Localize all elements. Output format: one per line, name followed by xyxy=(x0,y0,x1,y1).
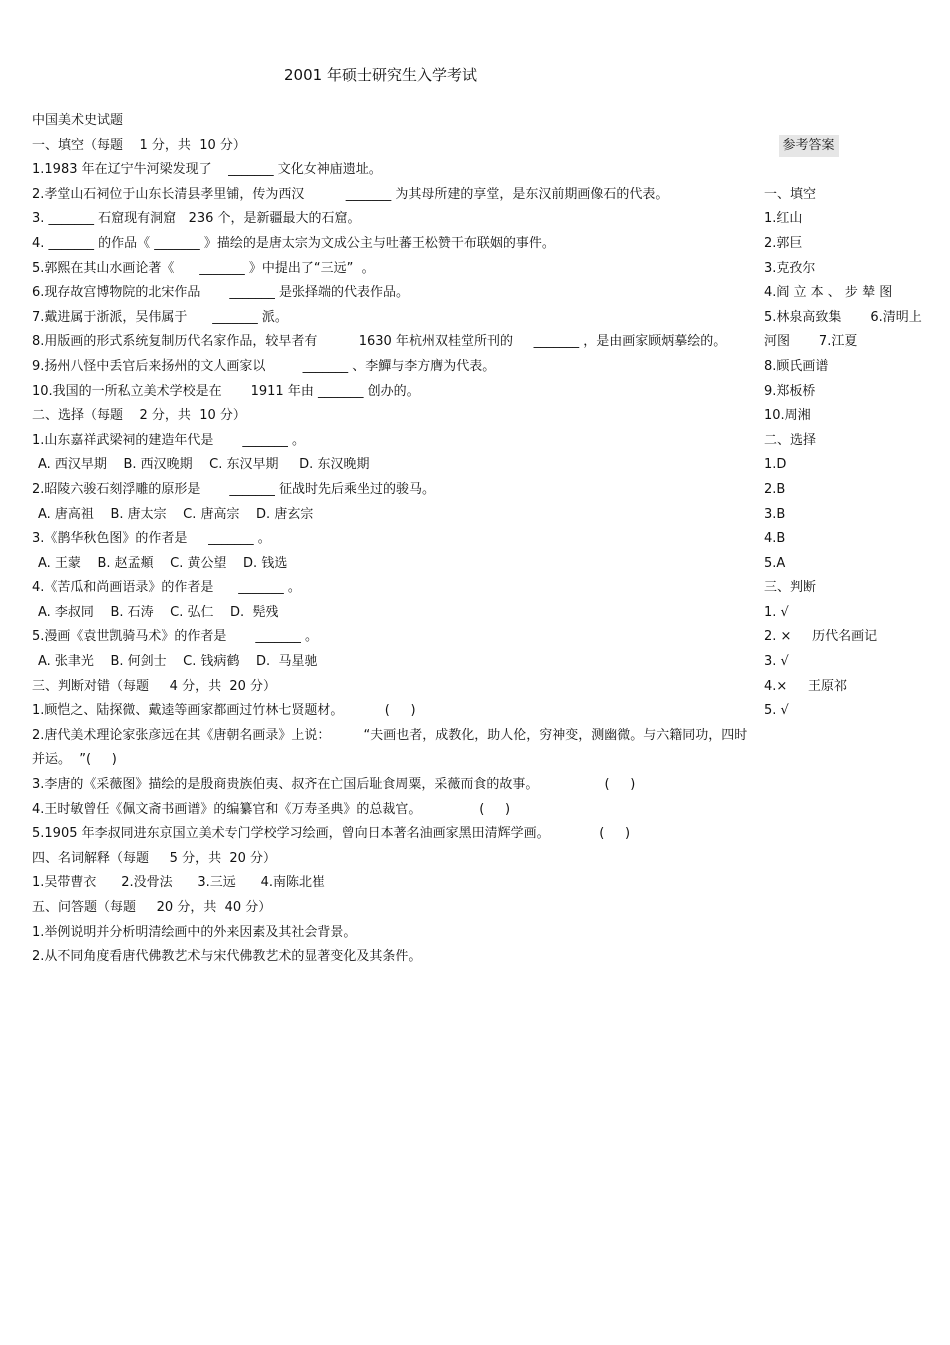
question-line: 5.郭熙在其山水画论著《 _______ 》中提出了“三远” 。 xyxy=(32,260,375,276)
answer-line: 3.克孜尔 xyxy=(764,260,816,276)
question-line: 7.戴进属于浙派，吴伟属于 _______ 派。 xyxy=(32,309,288,325)
question-line: 5.漫画《袁世凯骑马术》的作者是 _______ 。 xyxy=(32,629,318,645)
answer-line: 8.顾氏画谱 xyxy=(764,358,829,374)
answers-header xyxy=(764,109,924,183)
question-line: 三、判断对错（每题 4 分，共 20 分） xyxy=(32,678,277,694)
answer-line: 三、判断 xyxy=(764,580,817,596)
answer-line: 1.D xyxy=(764,457,787,473)
question-line: 8.用版画的形式系统复制历代名家作品，较早者有 1630 年杭州双桂堂所刊的 _______ ，是由画家顾炳摹绘的。 xyxy=(32,334,727,350)
answer-line: 5.林泉高致集 6.清明上河图 7.江夏 xyxy=(764,309,922,350)
question-line: 2.唐代美术理论家张彦远在其《唐朝名画录》上说： “夫画也者，成教化，助人伦，穷神变，测幽微。与六籍同功，四时并运。 ”( ) xyxy=(32,727,748,768)
question-line: 5.1905 年李叔同进东京国立美术专门学校学习绘画，曾向日本著名油画家黑田清辉学画。 ( ) xyxy=(32,826,631,842)
question-line: 6.现存故宫博物院的北宋作品 _______ 是张择端的代表作品。 xyxy=(32,285,409,301)
answer-line: 4.× 王原祁 xyxy=(764,678,847,694)
question-line: 二、选择（每题 2 分，共 10 分） xyxy=(32,408,246,424)
question-line: 一、填空（每题 1 分，共 10 分） xyxy=(32,137,246,153)
answer-line: 2.B xyxy=(764,481,786,497)
question-line: 五、问答题（每题 20 分，共 40 分） xyxy=(32,900,272,915)
answer-line: 9.郑板桥 xyxy=(764,383,816,399)
question-line: A. 张聿光 B. 何剑士 C. 钱病鹤 D. 马星驰 xyxy=(38,654,318,670)
question-line: 1.顾恺之、陆探微、戴逵等画家都画过竹林七贤题材。 ( ) xyxy=(32,703,416,719)
answer-line: 3.B xyxy=(764,506,786,522)
question-line: 4. _______ 的作品《 _______ 》描绘的是唐太宗为文成公主与吐蕃王松赞干布联姻的事件。 xyxy=(32,235,555,251)
answer-list xyxy=(764,183,924,724)
answer-line: 二、选择 xyxy=(764,432,817,448)
question-line: 3.《鹊华秋色图》的作者是 _______ 。 xyxy=(32,531,271,547)
question-line: 2.从不同角度看唐代佛教艺术与宋代佛教艺术的显著变化及其条件。 xyxy=(32,949,422,965)
question-line: 4.王时敏曾任《佩文斋书画谱》的编纂官和《万寿圣典》的总裁官。 ( ) xyxy=(32,801,511,817)
question-line: A. 西汉早期 B. 西汉晚期 C. 东汉早期 D. 东汉晚期 xyxy=(38,457,370,473)
question-column xyxy=(32,109,752,970)
question-line: A. 王蒙 B. 赵孟頫 C. 黄公望 D. 钱选 xyxy=(38,555,288,571)
question-line: A. 唐高祖 B. 唐太宗 C. 唐高宗 D. 唐玄宗 xyxy=(38,506,314,522)
question-line: 4.《苦瓜和尚画语录》的作者是 _______ 。 xyxy=(32,580,301,596)
answer-line: 2. × 历代名画记 xyxy=(764,629,878,645)
answer-line: 1.红山 xyxy=(764,211,803,227)
question-line: 1.举例说明并分析明清绘画中的外来因素及其社会背景。 xyxy=(32,924,357,940)
subject-heading: 中国美术史试题 xyxy=(32,113,124,128)
answer-line: 5.A xyxy=(764,555,786,571)
answer-line: 4.B xyxy=(764,531,786,547)
question-line: 9.扬州八怪中丢官后来扬州的文人画家以 _______ 、李鱓与李方膺为代表。 xyxy=(32,358,496,374)
page-title: 2001 年硕士研究生入学考试 xyxy=(284,66,477,84)
question-line: 3. _______ 石窟现有洞窟 236 个，是新疆最大的石窟。 xyxy=(32,211,361,227)
question-line: 1.吴带曹衣 2.没骨法 3.三远 4.南陈北崔 xyxy=(32,875,325,891)
answer-line: 一、填空 xyxy=(764,186,817,202)
answer-line: 10.周湘 xyxy=(764,408,811,424)
question-line: 10.我国的一所私立美术学校是在 1911 年由 _______ 创办的。 xyxy=(32,383,420,399)
question-line: 四、名词解释（每题 5 分，共 20 分） xyxy=(32,850,277,866)
answer-line: 2.郭巨 xyxy=(764,235,803,251)
question-line: 1.1983 年在辽宁牛河梁发现了 _______ 文化女神庙遗址。 xyxy=(32,162,382,178)
answer-line: 1. √ xyxy=(764,604,789,620)
question-list xyxy=(32,134,752,970)
answer-line: 3. √ xyxy=(764,654,789,670)
answers-label: 参考答案 xyxy=(779,135,839,157)
answer-line: 5. √ xyxy=(764,703,789,719)
answer-column xyxy=(764,109,924,724)
question-line: 3.李唐的《采薇图》描绘的是殷商贵族伯夷、叔齐在亡国后耻食周粟，采薇而食的故事。 ( ) xyxy=(32,777,636,793)
answer-line: 4.阎 立 本 、 步 辇 图 xyxy=(764,285,893,301)
question-line: 2.昭陵六骏石刻浮雕的原形是 _______ 征战时先后乘坐过的骏马。 xyxy=(32,481,435,497)
question-line: 2.孝堂山石祠位于山东长清县孝里铺，传为西汉 _______ 为其母所建的享堂，是东汉前期画像石的代表。 xyxy=(32,186,669,202)
question-line: 1.山东嘉祥武梁祠的建造年代是 _______ 。 xyxy=(32,432,305,448)
question-line: A. 李叔同 B. 石涛 C. 弘仁 D. 髡残 xyxy=(38,604,279,620)
